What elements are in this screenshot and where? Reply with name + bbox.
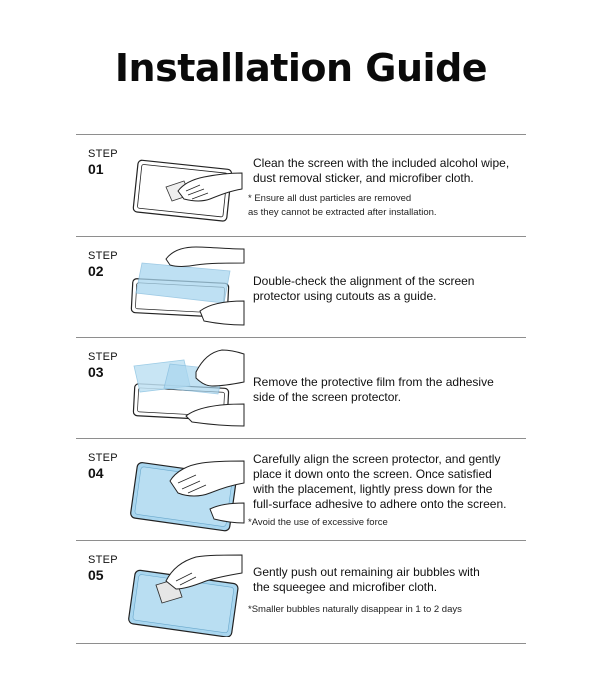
step-note: * Ensure all dust particles are removed as they cannot be extracted after installation. [248, 193, 437, 218]
step-number: 03 [88, 364, 104, 380]
press-protector-icon [126, 443, 246, 535]
peel-film-icon [126, 342, 246, 434]
step-number: 05 [88, 567, 104, 583]
step-description: Carefully align the screen protector, and gently place it down onto the screen. Once satisfied with the placement, lightly press down for the full-surface adhesive to adhere onto the screen. [253, 452, 507, 511]
step-label: STEP [88, 250, 118, 262]
tablet-align-protector-icon [126, 241, 246, 333]
step-note: *Smaller bubbles naturally disappear in 1 to 2 days [248, 604, 462, 615]
squeegee-bubbles-icon [126, 545, 246, 637]
step-05 [76, 541, 526, 641]
step-label: STEP [88, 554, 118, 566]
step-03 [76, 338, 526, 438]
step-label: STEP [88, 452, 118, 464]
step-description: Remove the protective film from the adhesive side of the screen protector. [253, 375, 494, 404]
step-label: STEP [88, 351, 118, 363]
divider [76, 643, 526, 644]
step-description: Clean the screen with the included alcohol wipe, dust removal sticker, and microfiber cloth. [253, 156, 510, 185]
step-01 [76, 135, 526, 235]
step-label: STEP [88, 148, 118, 160]
step-number: 04 [88, 465, 104, 481]
step-number: 01 [88, 161, 104, 177]
page-title: Installation Guide [114, 46, 488, 90]
step-description: Double-check the alignment of the screen protector using cutouts as a guide. [253, 274, 475, 303]
step-note: *Avoid the use of excessive force [248, 517, 388, 528]
tablet-clean-wipe-icon [126, 139, 246, 231]
step-description: Gently push out remaining air bubbles with the squeegee and microfiber cloth. [253, 565, 480, 594]
step-number: 02 [88, 263, 104, 279]
step-02 [76, 237, 526, 337]
step-04 [76, 439, 526, 539]
